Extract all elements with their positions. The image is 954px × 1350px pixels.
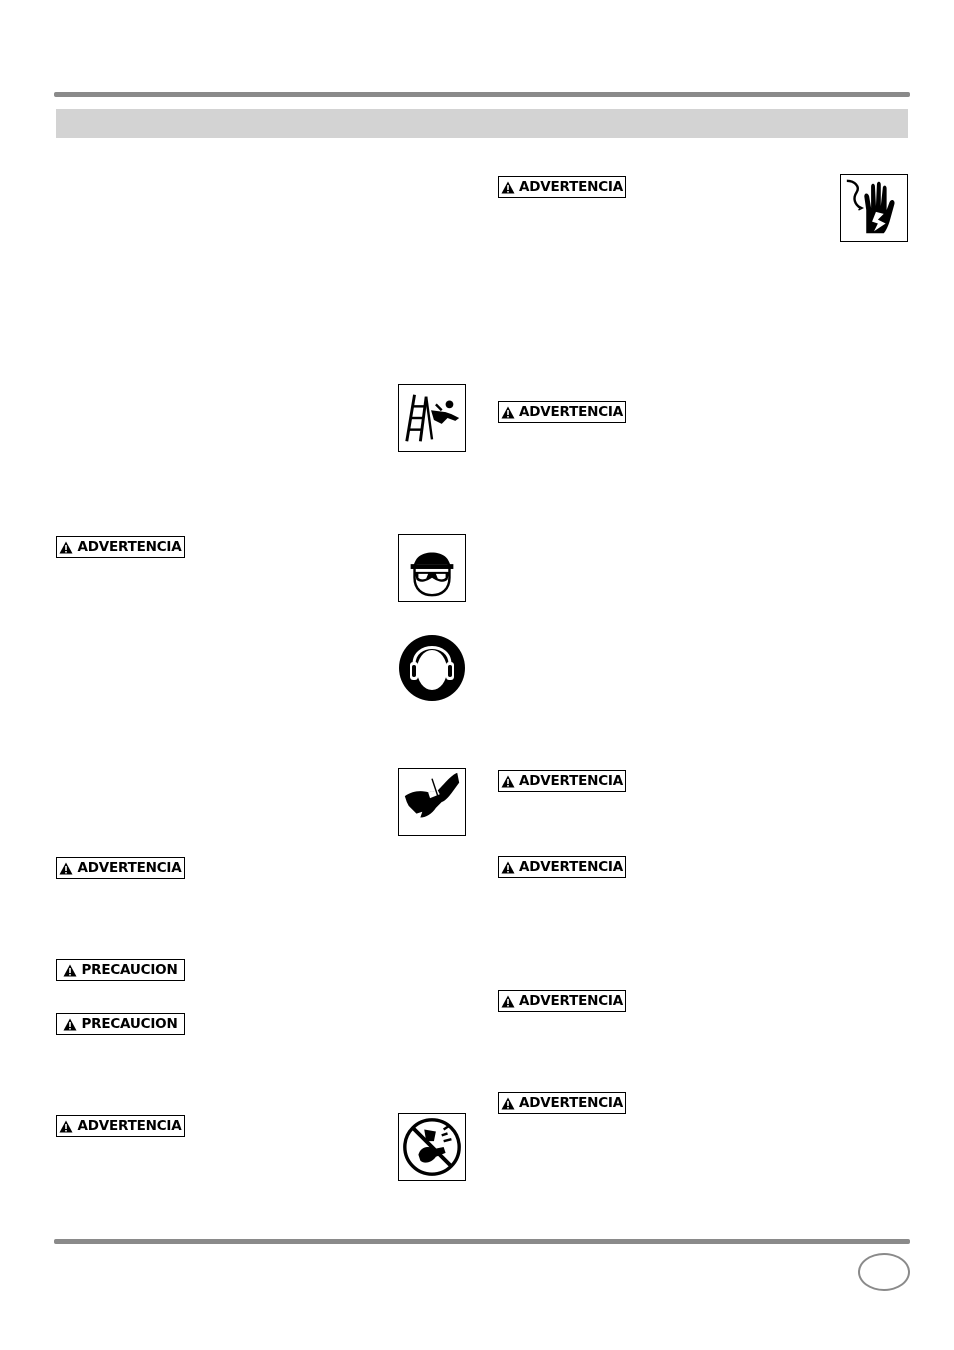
warning-triangle-icon <box>501 406 515 419</box>
warning-triangle-icon <box>501 861 515 874</box>
safety-goggles-icon <box>398 534 466 602</box>
advertencia-label-3: ADVERTENCIA <box>56 1115 185 1137</box>
hand-cut-icon <box>398 768 466 836</box>
warning-triangle-icon <box>501 181 515 194</box>
warning-triangle-icon <box>501 995 515 1008</box>
advertencia-label-9: ADVERTENCIA <box>498 1092 626 1114</box>
advertencia-label-1: ADVERTENCIA <box>56 536 185 558</box>
advertencia-label-6: ADVERTENCIA <box>498 770 626 792</box>
warning-triangle-icon <box>59 862 73 875</box>
advertencia-label-4: ADVERTENCIA <box>498 176 626 198</box>
ladder-fall-icon <box>398 384 466 452</box>
precaucion-label-1: PRECAUCION <box>56 959 185 981</box>
warning-triangle-icon <box>63 1018 77 1031</box>
bottom-rule <box>54 1239 910 1244</box>
warning-triangle-icon <box>59 541 73 554</box>
top-rule <box>54 92 910 97</box>
warning-triangle-icon <box>501 775 515 788</box>
advertencia-label-5: ADVERTENCIA <box>498 401 626 423</box>
warning-triangle-icon <box>501 1097 515 1110</box>
advertencia-label-2: ADVERTENCIA <box>56 857 185 879</box>
precaucion-label-2: PRECAUCION <box>56 1013 185 1035</box>
page-number-badge <box>858 1253 910 1291</box>
ear-protection-icon <box>398 634 466 702</box>
no-hands-icon <box>398 1113 466 1181</box>
advertencia-label-8: ADVERTENCIA <box>498 990 626 1012</box>
section-header-bar <box>56 109 908 138</box>
warning-triangle-icon <box>59 1120 73 1133</box>
electric-shock-icon <box>840 174 908 242</box>
advertencia-label-7: ADVERTENCIA <box>498 856 626 878</box>
warning-triangle-icon <box>63 964 77 977</box>
